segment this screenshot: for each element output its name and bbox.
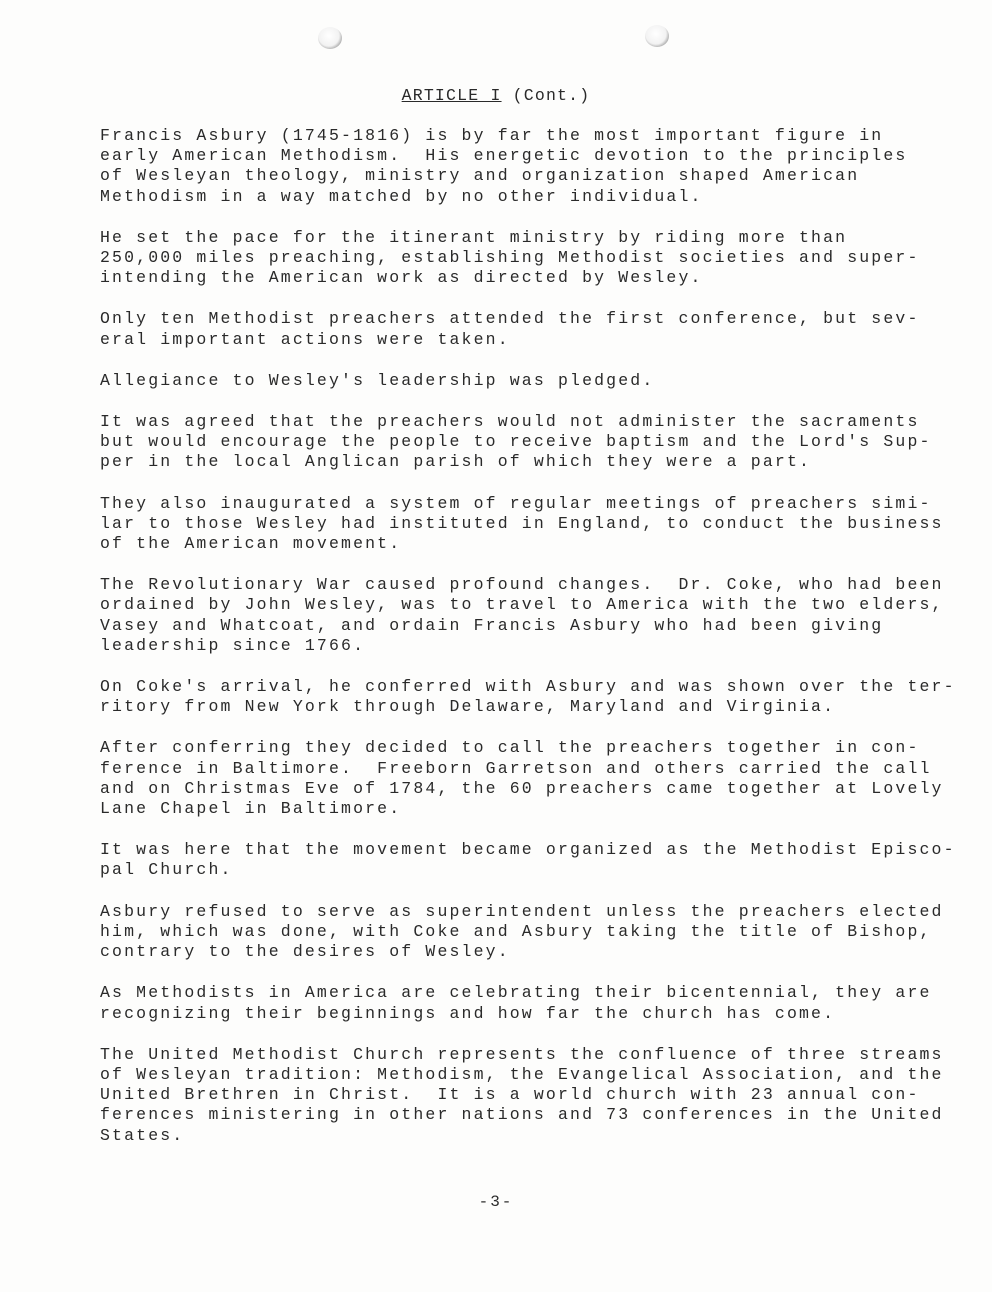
text-line: pal Church. (100, 860, 233, 880)
text-line: recognizing their beginnings and how far the church has come. (100, 1003, 836, 1023)
paragraph (100, 902, 950, 963)
text-line: It was here that the movement became organized as the Methodist Episco- (100, 840, 956, 860)
text-line: Francis Asbury (1745-1816) is by far the most important figure in (100, 126, 884, 145)
punch-hole-left (318, 27, 342, 49)
text-line: It was agreed that the preachers would not administer the sacraments (100, 412, 920, 432)
punch-hole-right (645, 25, 669, 47)
text-line: They also inaugurated a system of regular meetings of preachers simi- (100, 493, 932, 513)
text-line: Methodism in a way matched by no other individual. (100, 186, 703, 206)
text-line: ordained by John Wesley, was to travel to America with the two elders, (100, 595, 944, 615)
paragraph (100, 494, 950, 555)
text-line: Vasey and Whatcoat, and ordain Francis Asbury who had been giving (100, 615, 884, 635)
text-line: After conferring they decided to call the preachers together in con- (100, 738, 920, 758)
text-line: Lane Chapel in Baltimore. (100, 799, 402, 819)
paragraph (100, 412, 950, 473)
text-line: The United Methodist Church represents the confluence of three streams (100, 1044, 944, 1064)
paragraph (100, 309, 950, 349)
text-line: early American Methodism. His energetic devotion to the principles (100, 146, 908, 166)
text-line: Allegiance to Wesley's leadership was pledged. (100, 370, 655, 390)
text-line: but would encourage the people to receive baptism and the Lord's Sup- (100, 432, 932, 452)
article-title: ARTICLE I (401, 86, 502, 105)
text-line: ference in Baltimore. Freeborn Garretson and others carried the call (100, 758, 932, 778)
text-line: contrary to the desires of Wesley. (100, 942, 510, 962)
text-line: States. (100, 1125, 185, 1145)
text-line: of Wesleyan theology, ministry and organization shaped American (100, 166, 860, 186)
text-line: him, which was done, with Coke and Asbury taking the title of Bishop, (100, 921, 932, 941)
paragraph (100, 677, 956, 717)
article-heading (0, 86, 992, 105)
paragraph (100, 371, 950, 391)
text-line: per in the local Anglican parish of which they were a part. (100, 452, 812, 472)
paragraph (100, 575, 950, 656)
text-line: and on Christmas Eve of 1784, the 60 preachers came together at Lovely (100, 778, 944, 798)
article-title-suffix: (Cont.) (501, 86, 591, 105)
text-line: ferences ministering in other nations and 73 conferences in the United (100, 1105, 944, 1125)
text-line: of the American movement. (100, 534, 402, 554)
text-line: The Revolutionary War caused profound changes. Dr. Coke, who had been (100, 575, 944, 595)
text-line: As Methodists in America are celebrating their bicentennial, they are (100, 983, 932, 1003)
text-line: lar to those Wesley had instituted in England, to conduct the business (100, 513, 944, 533)
paragraph (100, 983, 950, 1023)
paragraph (100, 1045, 950, 1146)
text-line: 250,000 miles preaching, establishing Methodist societies and super- (100, 248, 920, 268)
text-line: leadership since 1766. (100, 635, 366, 655)
paragraph (100, 228, 950, 289)
paragraph (100, 840, 956, 880)
page-number: -3- (478, 1193, 514, 1211)
text-line: intending the American work as directed by Wesley. (100, 268, 703, 288)
paragraph (100, 738, 950, 819)
paragraph (100, 126, 950, 207)
text-line: Only ten Methodist preachers attended the first conference, but sev- (100, 309, 920, 329)
text-line: He set the pace for the itinerant ministry by riding more than (100, 227, 848, 247)
article-body (100, 126, 956, 1167)
text-line: Asbury refused to serve as superintendent unless the preachers elected (100, 901, 944, 921)
text-line: of Wesleyan tradition: Methodism, the Evangelical Association, and the (100, 1064, 944, 1084)
text-line: On Coke's arrival, he conferred with Asbury and was shown over the ter- (100, 677, 956, 697)
text-line: ritory from New York through Delaware, Maryland and Virginia. (100, 697, 836, 717)
text-line: eral important actions were taken. (100, 329, 510, 349)
text-line: United Brethren in Christ. It is a world church with 23 annual con- (100, 1085, 920, 1105)
